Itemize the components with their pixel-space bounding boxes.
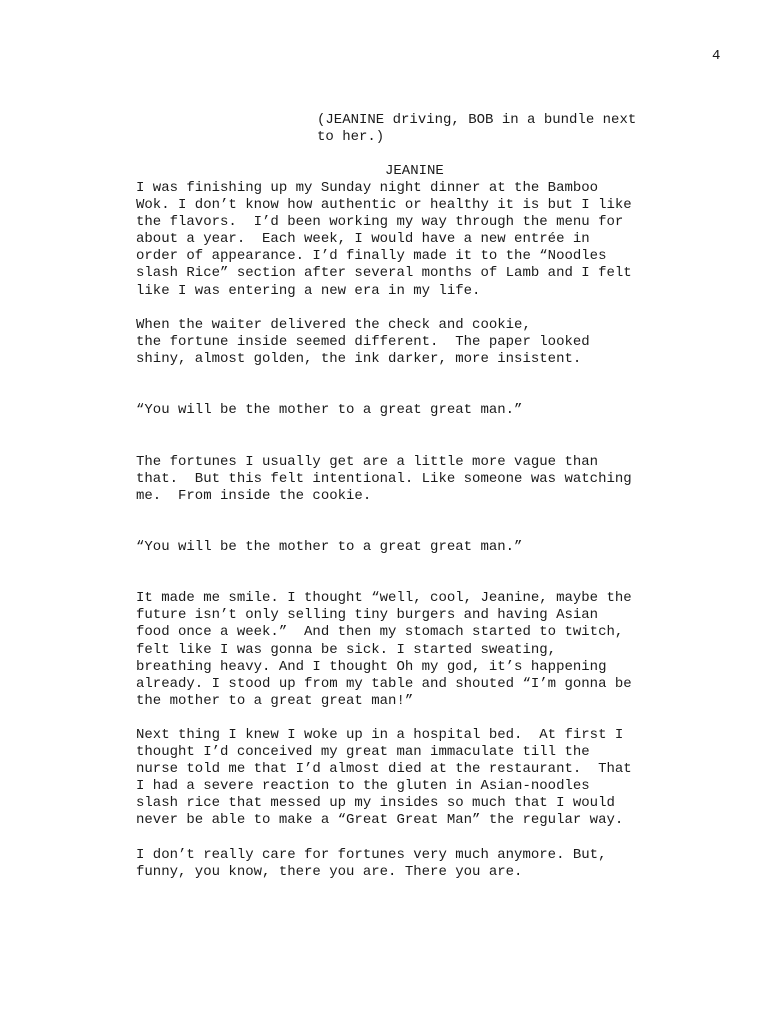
dialogue-paragraph-3: The fortunes I usually get are a little more vague than that. But this felt intentional. Like someone was watching me. From inside the cookie. [136,453,632,504]
dialogue-paragraph-1: I was finishing up my Sunday night dinner at the Bamboo Wok. I don’t know how authentic or healthy it is but I like the flavors. I’d been working my way through the menu for about a year. Each week, I would have a new entrée in order of appearance. I’d finally made it to the “Noodles slash Rice” section after several months of Lamb and I felt like I was entering a new era in my life. [136,180,632,299]
fortune-quote-1: “You will be the mother to a great great man.” [136,402,523,419]
fortune-quote-2: “You will be the mother to a great great man.” [136,538,523,555]
dialogue-paragraph-5: Next thing I knew I woke up in a hospital bed. At first I thought I’d conceived my great man immaculate till the nurse told me that I’d almost died at the restaurant. That I had a severe reaction to the gluten in Asian-noodles slash rice that messed up my insides so much that I would never be able to make a “Great Great Man” the regular way. [136,727,632,829]
dialogue-paragraph-4: It made me smile. I thought “well, cool, Jeanine, maybe the future isn’t only selling tiny burgers and having Asian food once a week.” And then my stomach started to twitch, felt like I was gonna be sick. I started sweating, breathing heavy. And I thought Oh my god, it’s happening already. I stood up from my table and shouted “I’m gonna be the mother to a great great man!” [136,590,632,709]
character-name: JEANINE [385,163,444,179]
action-line: (JEANINE driving, BOB in a bundle next to her.) [317,112,637,146]
page-number: 4 [712,48,721,64]
dialogue-paragraph-6: I don’t really care for fortunes very much anymore. But, funny, you know, there you are. There you are. [136,846,607,880]
dialogue-paragraph-2: When the waiter delivered the check and cookie, the fortune inside seemed different. The paper looked shiny, almost golden, the ink darker, more insistent. [136,316,590,367]
dialogue-block [136,180,696,881]
